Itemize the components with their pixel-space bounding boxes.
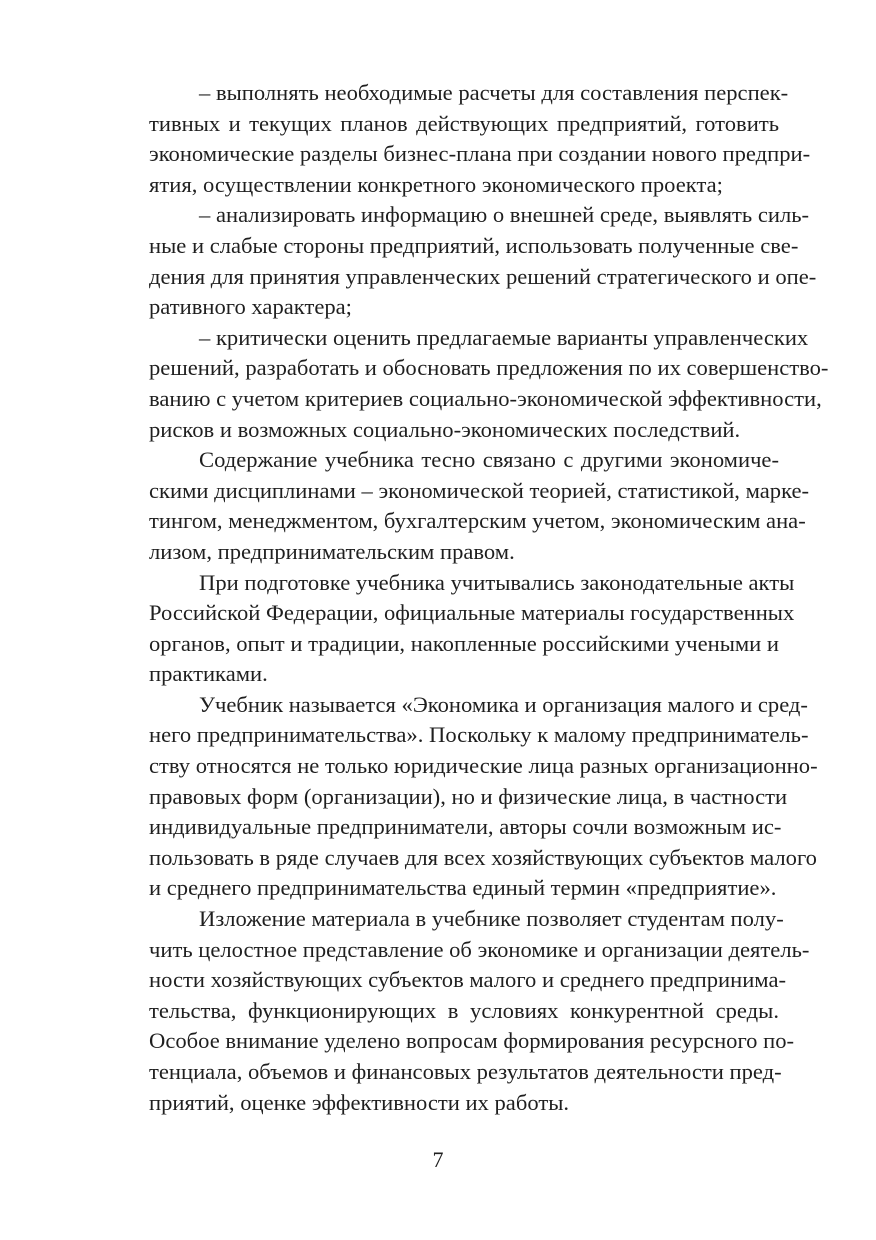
text-line: решений, разработать и обосновать предложения по их совершенство-: [149, 355, 829, 381]
text-line: приятий, оценке эффективности их работы.: [149, 1089, 570, 1115]
text-line: – критически оценить предлагаемые варианты управленческих: [199, 324, 809, 350]
paragraph-6: [99, 690, 818, 904]
paragraph-7: [99, 904, 810, 1118]
text-line: тивных и текущих планов действующих предприятий, готовить: [149, 110, 779, 136]
text-line: ративного характера;: [149, 294, 352, 320]
text-line: лизом, предпринимательским правом.: [149, 538, 515, 564]
text-line: ные и слабые стороны предприятий, использовать полученные све-: [149, 232, 799, 258]
page-number: 7: [432, 1147, 444, 1172]
text-line: пользовать в ряде случаев для всех хозяйствующих субъектов малого: [149, 844, 817, 870]
page-body: [99, 78, 829, 1118]
paragraph-3: [99, 323, 829, 445]
text-line: рисков и возможных социально-экономических последствий.: [149, 416, 741, 442]
text-line: ности хозяйствующих субъектов малого и среднего предпринима-: [149, 967, 787, 993]
paragraph-4: [99, 445, 810, 567]
text-line: него предпринимательства». Поскольку к малому предприниматель-: [149, 722, 809, 748]
text-line: – выполнять необходимые расчеты для составления перспек-: [199, 80, 789, 105]
text-line: Изложение материала в учебнике позволяет студентам полу-: [199, 906, 784, 932]
text-line: Содержание учебника тесно связано с другими экономиче-: [199, 447, 779, 473]
text-line: органов, опыт и традиции, накопленные российскими учеными и: [149, 630, 779, 656]
text-line: тенциала, объемов и финансовых результатов деятельности пред-: [149, 1059, 782, 1084]
text-line: индивидуальные предприниматели, авторы сочли возможным ис-: [149, 814, 782, 840]
paragraph-2: [99, 200, 817, 322]
text-line: ству относятся не только юридические лица разных организационно-: [149, 753, 818, 779]
text-line: и среднего предпринимательства единый термин «предприятие».: [149, 875, 777, 901]
text-line: скими дисциплинами – экономической теорией, статистикой, марке-: [149, 477, 810, 503]
text-line: тельства, функционирующих в условиях конкурентной среды.: [149, 997, 779, 1023]
text-line: Учебник называется «Экономика и организация малого и сред-: [199, 691, 808, 717]
text-line: ванию с учетом критериев социально-экономической эффективности,: [149, 385, 822, 411]
text-line: правовых форм (организации), но и физические лица, в частности: [149, 783, 788, 809]
text-line: При подготовке учебника учитывались законодательные акты: [199, 569, 795, 595]
paragraph-1: [99, 78, 811, 200]
text-line: практиками.: [149, 661, 268, 687]
text-line: чить целостное представление об экономике и организации деятель-: [149, 936, 810, 962]
text-line: дения для принятия управленческих решений стратегического и опе-: [149, 263, 817, 289]
text-line: экономические разделы бизнес-плана при создании нового предпри-: [149, 141, 811, 167]
text-line: Российской Федерации, официальные материалы государственных: [149, 600, 795, 626]
text-line: тингом, менеджментом, бухгалтерским учетом, экономическим ана-: [149, 508, 806, 534]
text-line: – анализировать информацию о внешней среде, выявлять силь-: [199, 202, 810, 228]
paragraph-5: [99, 568, 795, 690]
text-line: ятия, осуществлении конкретного экономического проекта;: [149, 171, 723, 197]
text-line: Особое внимание уделено вопросам формирования ресурсного по-: [149, 1028, 795, 1054]
